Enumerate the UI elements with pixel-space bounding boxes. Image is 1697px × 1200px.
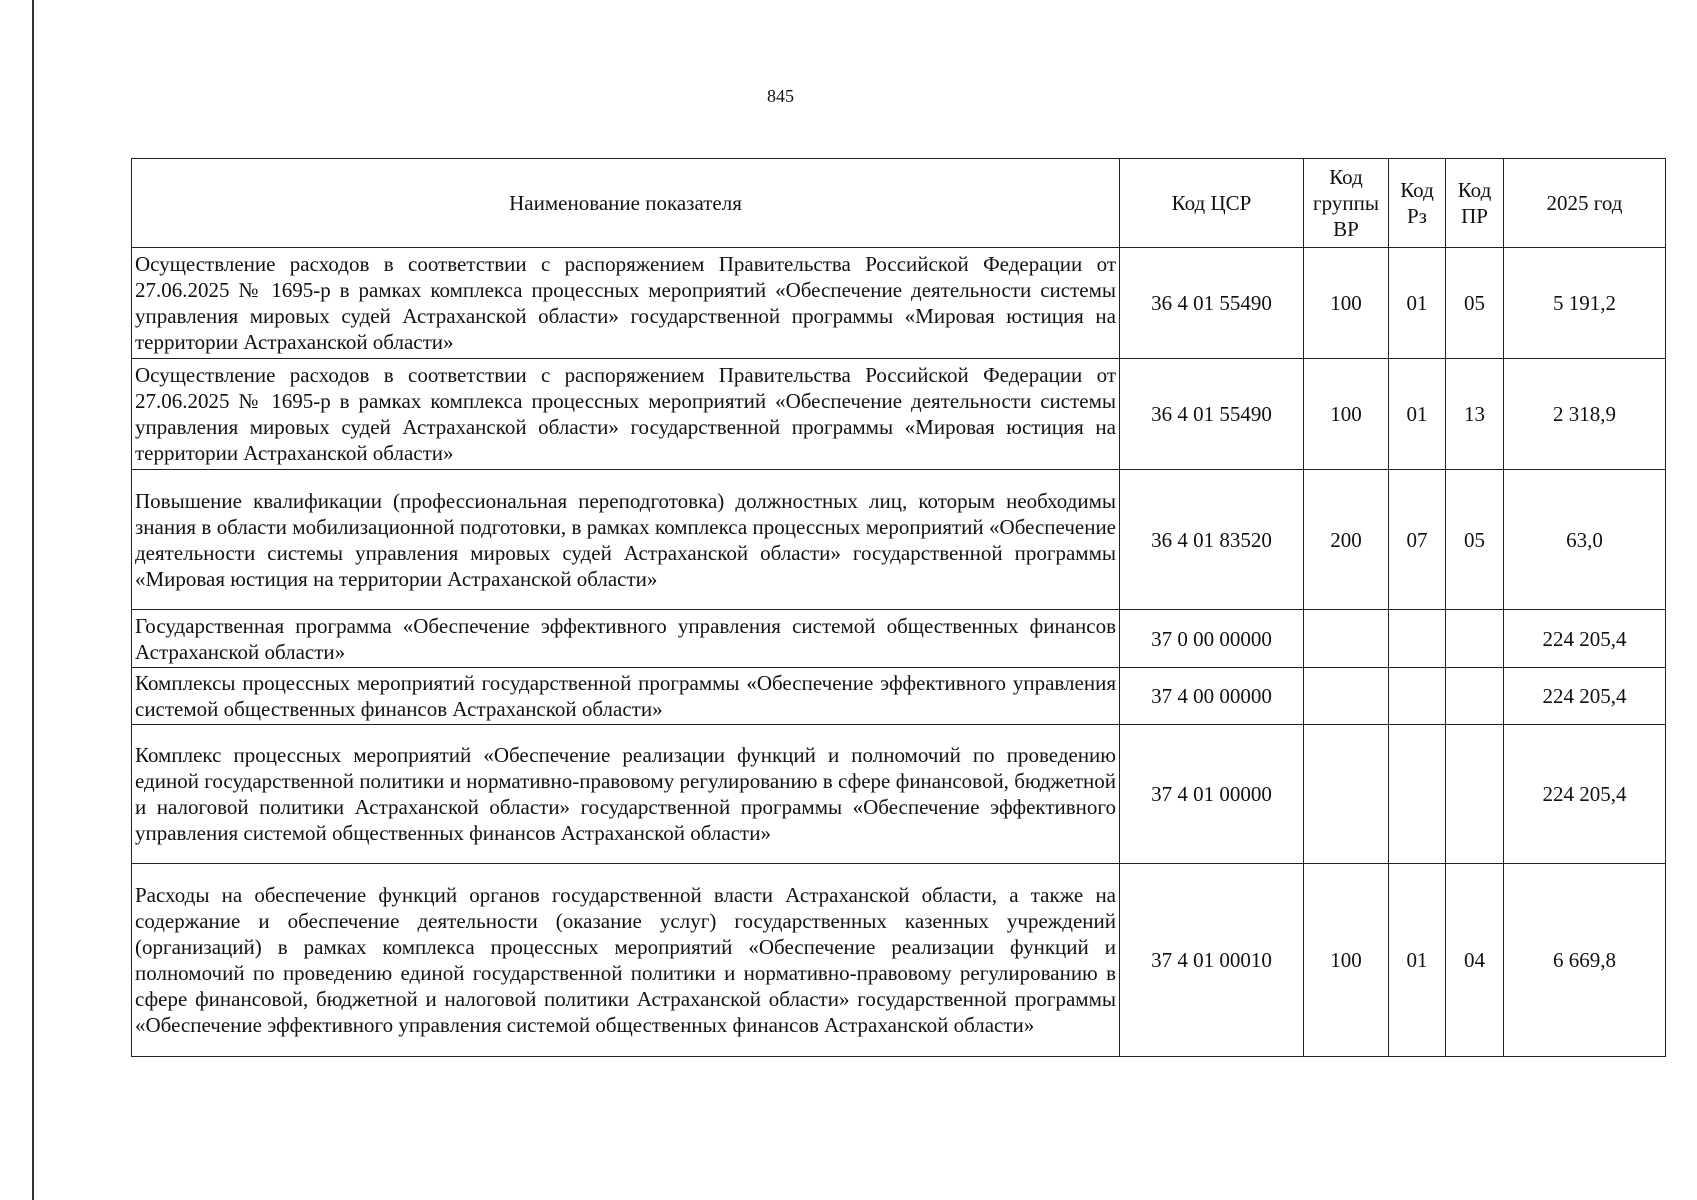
row-vr: 100: [1304, 248, 1389, 359]
row-rz: 01: [1389, 864, 1446, 1057]
row-name: Повышение квалификации (профессиональная переподготовка) должностных лиц, которым необходимы знания в области мобилизационной подготовки, в рамках комплекса процессных мероприятий «Обеспечение деятельности системы управления мировых судей Астраханской области» государственной программы «Мировая юстиция на территории Астраханской области»: [132, 470, 1120, 610]
header-rz: Код Рз: [1389, 159, 1446, 248]
header-pr: Код ПР: [1446, 159, 1504, 248]
row-vr: [1304, 725, 1389, 864]
header-year: 2025 год: [1504, 159, 1666, 248]
row-pr: [1446, 610, 1504, 668]
row-name: Государственная программа «Обеспечение эффективного управления системой общественных финансов Астраханской области»: [132, 610, 1120, 668]
row-name: Комплексы процессных мероприятий государственной программы «Обеспечение эффективного управления системой общественных финансов Астраханской области»: [132, 668, 1120, 725]
table-row: [132, 610, 1666, 668]
row-amount: 224 205,4: [1504, 610, 1666, 668]
row-amount: 2 318,9: [1504, 359, 1666, 470]
row-rz: 01: [1389, 248, 1446, 359]
row-name: Осуществление расходов в соответствии с распоряжением Правительства Российской Федерации от 27.06.2025 № 1695-р в рамках комплекса процессных мероприятий «Обеспечение деятельности системы управления мировых судей Астраханской области» государственной программы «Мировая юстиция на территории Астраханской области»: [132, 248, 1120, 359]
row-amount: 63,0: [1504, 470, 1666, 610]
row-pr: [1446, 725, 1504, 864]
row-rz: 07: [1389, 470, 1446, 610]
header-csr: Код ЦСР: [1120, 159, 1304, 248]
row-csr: 36 4 01 55490: [1120, 359, 1304, 470]
header-vr: Код группы ВР: [1304, 159, 1389, 248]
row-csr: 37 0 00 00000: [1120, 610, 1304, 668]
row-vr: 200: [1304, 470, 1389, 610]
row-amount: 6 669,8: [1504, 864, 1666, 1057]
row-pr: 13: [1446, 359, 1504, 470]
table-row: [132, 668, 1666, 725]
row-pr: 05: [1446, 248, 1504, 359]
row-rz: [1389, 668, 1446, 725]
row-pr: 05: [1446, 470, 1504, 610]
row-amount: 5 191,2: [1504, 248, 1666, 359]
row-name: Комплекс процессных мероприятий «Обеспечение реализации функций и полномочий по проведению единой государственной политики и нормативно-правовому регулированию в сфере финансовой, бюджетной и налоговой политики Астраханской области» государственной программы «Обеспечение эффективного управления системой общественных финансов Астраханской области»: [132, 725, 1120, 864]
row-csr: 36 4 01 83520: [1120, 470, 1304, 610]
row-amount: 224 205,4: [1504, 668, 1666, 725]
row-pr: [1446, 668, 1504, 725]
row-vr: [1304, 610, 1389, 668]
table-header-row: [132, 159, 1666, 248]
row-rz: 01: [1389, 359, 1446, 470]
table-row: [132, 359, 1666, 470]
row-vr: 100: [1304, 864, 1389, 1057]
row-vr: 100: [1304, 359, 1389, 470]
row-csr: 37 4 00 00000: [1120, 668, 1304, 725]
table-row: [132, 725, 1666, 864]
row-csr: 36 4 01 55490: [1120, 248, 1304, 359]
page-number: 845: [767, 86, 794, 106]
margin-rule: [32, 0, 34, 1200]
row-vr: [1304, 668, 1389, 725]
table-row: [132, 248, 1666, 359]
row-name: Осуществление расходов в соответствии с распоряжением Правительства Российской Федерации от 27.06.2025 № 1695-р в рамках комплекса процессных мероприятий «Обеспечение деятельности системы управления мировых судей Астраханской области» государственной программы «Мировая юстиция на территории Астраханской области»: [132, 359, 1120, 470]
row-name: Расходы на обеспечение функций органов государственной власти Астраханской области, а также на содержание и обеспечение деятельности (оказание услуг) государственных казенных учреждений (организаций) в рамках комплекса процессных мероприятий «Обеспечение реализации функций и полномочий по проведению единой государственной политики и нормативно-правовому регулированию в сфере финансовой, бюджетной и налоговой политики Астраханской области» государственной программы «Обеспечение эффективного управления системой общественных финансов Астраханской области»: [132, 864, 1120, 1057]
budget-table: [131, 158, 1666, 1057]
row-csr: 37 4 01 00010: [1120, 864, 1304, 1057]
header-name: Наименование показателя: [132, 159, 1120, 248]
table-row: [132, 864, 1666, 1057]
row-csr: 37 4 01 00000: [1120, 725, 1304, 864]
row-rz: [1389, 610, 1446, 668]
row-amount: 224 205,4: [1504, 725, 1666, 864]
row-pr: 04: [1446, 864, 1504, 1057]
table-row: [132, 470, 1666, 610]
row-rz: [1389, 725, 1446, 864]
